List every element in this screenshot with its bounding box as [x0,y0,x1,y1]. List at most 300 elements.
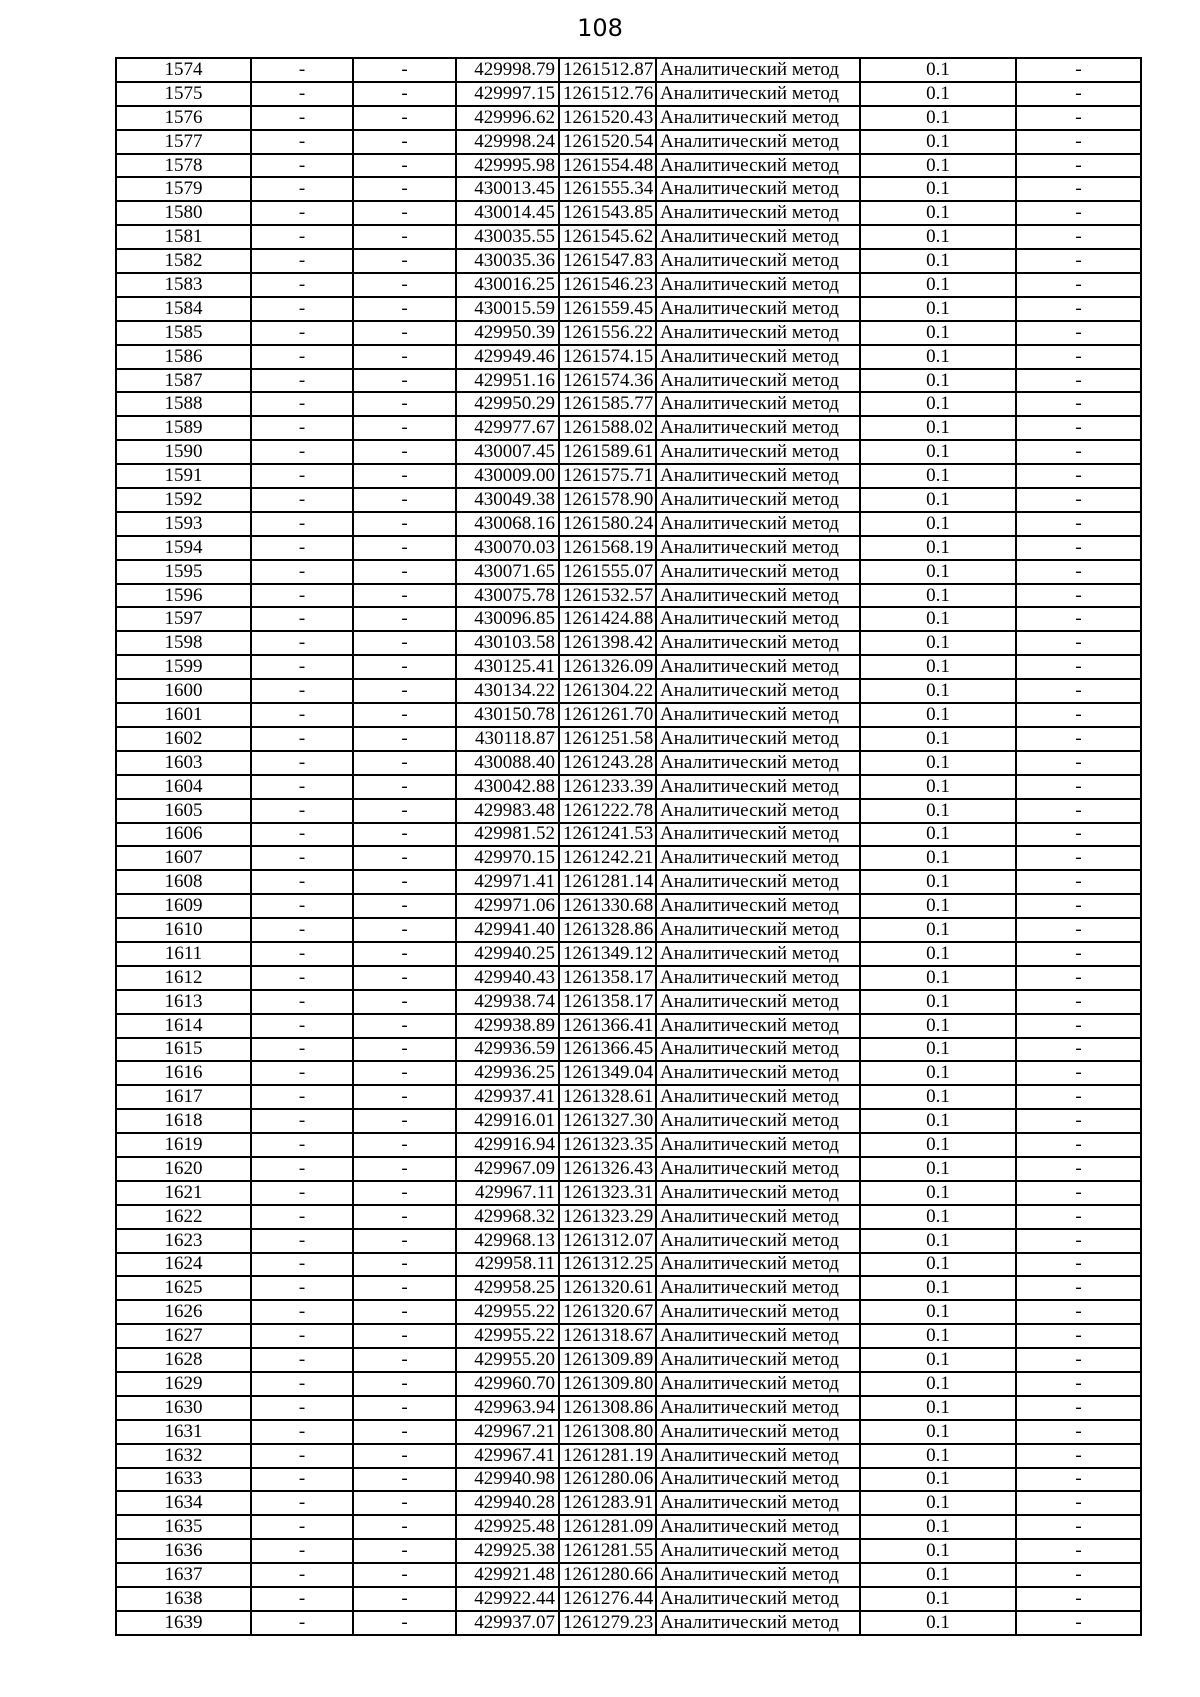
empty-cell-2: - [353,1468,456,1492]
accuracy-cell: 0.1 [860,751,1016,775]
accuracy-cell: 0.1 [860,894,1016,918]
x-coordinate-cell: 429960.70 [456,1372,559,1396]
accuracy-cell: 0.1 [860,82,1016,106]
x-coordinate-cell: 429971.41 [456,870,559,894]
table-row [116,751,1141,775]
point-number-cell: 1615 [116,1038,251,1062]
empty-cell-2: - [353,512,456,536]
empty-cell-1: - [251,870,353,894]
empty-cell-1: - [251,966,353,990]
point-number-cell: 1576 [116,106,251,130]
method-cell: Аналитический метод [656,536,860,560]
x-coordinate-cell: 430035.55 [456,225,559,249]
empty-cell-3: - [1016,1324,1141,1348]
empty-cell-2: - [353,1157,456,1181]
method-cell: Аналитический метод [656,631,860,655]
point-number-cell: 1597 [116,607,251,631]
empty-cell-3: - [1016,799,1141,823]
y-coordinate-cell: 1261575.71 [559,464,656,488]
table-row [116,177,1141,201]
accuracy-cell: 0.1 [860,1396,1016,1420]
method-cell: Аналитический метод [656,1348,860,1372]
empty-cell-1: - [251,201,353,225]
method-cell: Аналитический метод [656,201,860,225]
y-coordinate-cell: 1261261.70 [559,703,656,727]
y-coordinate-cell: 1261580.24 [559,512,656,536]
empty-cell-2: - [353,345,456,369]
y-coordinate-cell: 1261304.22 [559,679,656,703]
empty-cell-3: - [1016,679,1141,703]
point-number-cell: 1636 [116,1539,251,1563]
empty-cell-1: - [251,584,353,608]
table-row [116,273,1141,297]
x-coordinate-cell: 430014.45 [456,201,559,225]
empty-cell-2: - [353,1109,456,1133]
method-cell: Аналитический метод [656,1468,860,1492]
x-coordinate-cell: 430071.65 [456,560,559,584]
method-cell: Аналитический метод [656,130,860,154]
method-cell: Аналитический метод [656,1014,860,1038]
empty-cell-1: - [251,369,353,393]
accuracy-cell: 0.1 [860,1324,1016,1348]
empty-cell-3: - [1016,1061,1141,1085]
empty-cell-1: - [251,1300,353,1324]
accuracy-cell: 0.1 [860,106,1016,130]
x-coordinate-cell: 430068.16 [456,512,559,536]
accuracy-cell: 0.1 [860,1348,1016,1372]
y-coordinate-cell: 1261547.83 [559,249,656,273]
empty-cell-2: - [353,990,456,1014]
empty-cell-3: - [1016,1348,1141,1372]
x-coordinate-cell: 429967.21 [456,1420,559,1444]
x-coordinate-cell: 429922.44 [456,1587,559,1611]
method-cell: Аналитический метод [656,655,860,679]
y-coordinate-cell: 1261559.45 [559,297,656,321]
accuracy-cell: 0.1 [860,966,1016,990]
accuracy-cell: 0.1 [860,607,1016,631]
y-coordinate-cell: 1261280.66 [559,1563,656,1587]
empty-cell-3: - [1016,1253,1141,1277]
method-cell: Аналитический метод [656,1611,860,1635]
x-coordinate-cell: 429998.24 [456,130,559,154]
method-cell: Аналитический метод [656,1396,860,1420]
table-row [116,1181,1141,1205]
empty-cell-2: - [353,823,456,847]
x-coordinate-cell: 429968.32 [456,1205,559,1229]
empty-cell-3: - [1016,464,1141,488]
empty-cell-2: - [353,1372,456,1396]
point-number-cell: 1592 [116,488,251,512]
accuracy-cell: 0.1 [860,990,1016,1014]
table-row [116,1396,1141,1420]
accuracy-cell: 0.1 [860,1229,1016,1253]
accuracy-cell: 0.1 [860,536,1016,560]
method-cell: Аналитический метод [656,1491,860,1515]
accuracy-cell: 0.1 [860,1109,1016,1133]
method-cell: Аналитический метод [656,249,860,273]
empty-cell-3: - [1016,1085,1141,1109]
method-cell: Аналитический метод [656,1539,860,1563]
accuracy-cell: 0.1 [860,1611,1016,1635]
x-coordinate-cell: 429937.41 [456,1085,559,1109]
empty-cell-2: - [353,560,456,584]
empty-cell-3: - [1016,1444,1141,1468]
accuracy-cell: 0.1 [860,440,1016,464]
method-cell: Аналитический метод [656,751,860,775]
accuracy-cell: 0.1 [860,416,1016,440]
y-coordinate-cell: 1261279.23 [559,1611,656,1635]
empty-cell-1: - [251,918,353,942]
point-number-cell: 1617 [116,1085,251,1109]
y-coordinate-cell: 1261276.44 [559,1587,656,1611]
accuracy-cell: 0.1 [860,154,1016,178]
accuracy-cell: 0.1 [860,488,1016,512]
point-number-cell: 1625 [116,1276,251,1300]
method-cell: Аналитический метод [656,607,860,631]
empty-cell-2: - [353,1300,456,1324]
empty-cell-3: - [1016,225,1141,249]
accuracy-cell: 0.1 [860,1253,1016,1277]
method-cell: Аналитический метод [656,894,860,918]
y-coordinate-cell: 1261328.86 [559,918,656,942]
empty-cell-3: - [1016,106,1141,130]
point-number-cell: 1606 [116,823,251,847]
empty-cell-1: - [251,1061,353,1085]
point-number-cell: 1596 [116,584,251,608]
y-coordinate-cell: 1261309.89 [559,1348,656,1372]
empty-cell-3: - [1016,1300,1141,1324]
method-cell: Аналитический метод [656,1563,860,1587]
method-cell: Аналитический метод [656,297,860,321]
accuracy-cell: 0.1 [860,464,1016,488]
empty-cell-3: - [1016,727,1141,751]
point-number-cell: 1585 [116,321,251,345]
empty-cell-1: - [251,1468,353,1492]
empty-cell-1: - [251,1563,353,1587]
accuracy-cell: 0.1 [860,1276,1016,1300]
y-coordinate-cell: 1261555.07 [559,560,656,584]
y-coordinate-cell: 1261349.04 [559,1061,656,1085]
empty-cell-3: - [1016,177,1141,201]
x-coordinate-cell: 429936.25 [456,1061,559,1085]
point-number-cell: 1580 [116,201,251,225]
point-number-cell: 1588 [116,392,251,416]
x-coordinate-cell: 430013.45 [456,177,559,201]
table-row [116,942,1141,966]
x-coordinate-cell: 429997.15 [456,82,559,106]
accuracy-cell: 0.1 [860,1133,1016,1157]
method-cell: Аналитический метод [656,1157,860,1181]
y-coordinate-cell: 1261281.14 [559,870,656,894]
empty-cell-1: - [251,1157,353,1181]
empty-cell-1: - [251,1324,353,1348]
empty-cell-1: - [251,249,353,273]
x-coordinate-cell: 430134.22 [456,679,559,703]
y-coordinate-cell: 1261320.61 [559,1276,656,1300]
table-row [116,703,1141,727]
table-row [116,345,1141,369]
table-row [116,225,1141,249]
x-coordinate-cell: 429995.98 [456,154,559,178]
table-row [116,1038,1141,1062]
accuracy-cell: 0.1 [860,512,1016,536]
empty-cell-1: - [251,154,353,178]
empty-cell-1: - [251,82,353,106]
empty-cell-3: - [1016,655,1141,679]
accuracy-cell: 0.1 [860,1444,1016,1468]
x-coordinate-cell: 429937.07 [456,1611,559,1635]
empty-cell-1: - [251,488,353,512]
empty-cell-3: - [1016,1611,1141,1635]
empty-cell-1: - [251,727,353,751]
table-row [116,369,1141,393]
empty-cell-2: - [353,177,456,201]
empty-cell-2: - [353,58,456,82]
empty-cell-2: - [353,1563,456,1587]
empty-cell-2: - [353,1085,456,1109]
point-number-cell: 1635 [116,1515,251,1539]
empty-cell-1: - [251,321,353,345]
x-coordinate-cell: 429921.48 [456,1563,559,1587]
empty-cell-3: - [1016,154,1141,178]
accuracy-cell: 0.1 [860,177,1016,201]
method-cell: Аналитический метод [656,1420,860,1444]
accuracy-cell: 0.1 [860,1587,1016,1611]
accuracy-cell: 0.1 [860,1539,1016,1563]
y-coordinate-cell: 1261585.77 [559,392,656,416]
empty-cell-1: - [251,846,353,870]
accuracy-cell: 0.1 [860,58,1016,82]
empty-cell-1: - [251,345,353,369]
accuracy-cell: 0.1 [860,273,1016,297]
x-coordinate-cell: 429936.59 [456,1038,559,1062]
method-cell: Аналитический метод [656,1205,860,1229]
empty-cell-3: - [1016,1515,1141,1539]
table-row [116,536,1141,560]
empty-cell-2: - [353,130,456,154]
method-cell: Аналитический метод [656,1324,860,1348]
empty-cell-1: - [251,560,353,584]
empty-cell-3: - [1016,1420,1141,1444]
table-row [116,321,1141,345]
empty-cell-1: - [251,512,353,536]
y-coordinate-cell: 1261243.28 [559,751,656,775]
x-coordinate-cell: 429968.13 [456,1229,559,1253]
empty-cell-3: - [1016,58,1141,82]
table-row [116,1109,1141,1133]
table-row [116,1133,1141,1157]
table-row [116,130,1141,154]
empty-cell-1: - [251,1014,353,1038]
empty-cell-2: - [353,751,456,775]
x-coordinate-cell: 429967.41 [456,1444,559,1468]
table-row [116,1014,1141,1038]
point-number-cell: 1579 [116,177,251,201]
table-row [116,1229,1141,1253]
y-coordinate-cell: 1261328.61 [559,1085,656,1109]
table-row [116,201,1141,225]
y-coordinate-cell: 1261320.67 [559,1300,656,1324]
x-coordinate-cell: 430096.85 [456,607,559,631]
point-number-cell: 1599 [116,655,251,679]
method-cell: Аналитический метод [656,1181,860,1205]
y-coordinate-cell: 1261326.09 [559,655,656,679]
point-number-cell: 1623 [116,1229,251,1253]
accuracy-cell: 0.1 [860,560,1016,584]
table-row [116,1563,1141,1587]
table-body [116,58,1141,1635]
point-number-cell: 1581 [116,225,251,249]
table-row [116,607,1141,631]
accuracy-cell: 0.1 [860,321,1016,345]
y-coordinate-cell: 1261326.43 [559,1157,656,1181]
empty-cell-2: - [353,918,456,942]
point-number-cell: 1603 [116,751,251,775]
point-number-cell: 1577 [116,130,251,154]
method-cell: Аналитический метод [656,1444,860,1468]
accuracy-cell: 0.1 [860,1372,1016,1396]
x-coordinate-cell: 429998.79 [456,58,559,82]
page-number: 108 [577,14,623,42]
accuracy-cell: 0.1 [860,1157,1016,1181]
accuracy-cell: 0.1 [860,1038,1016,1062]
accuracy-cell: 0.1 [860,703,1016,727]
point-number-cell: 1589 [116,416,251,440]
x-coordinate-cell: 429955.20 [456,1348,559,1372]
y-coordinate-cell: 1261512.76 [559,82,656,106]
point-number-cell: 1618 [116,1109,251,1133]
empty-cell-3: - [1016,1038,1141,1062]
x-coordinate-cell: 429925.38 [456,1539,559,1563]
accuracy-cell: 0.1 [860,584,1016,608]
table-row [116,1157,1141,1181]
accuracy-cell: 0.1 [860,1515,1016,1539]
empty-cell-3: - [1016,369,1141,393]
point-number-cell: 1575 [116,82,251,106]
point-number-cell: 1584 [116,297,251,321]
empty-cell-1: - [251,392,353,416]
x-coordinate-cell: 429916.01 [456,1109,559,1133]
method-cell: Аналитический метод [656,1085,860,1109]
x-coordinate-cell: 429963.94 [456,1396,559,1420]
x-coordinate-cell: 430007.45 [456,440,559,464]
method-cell: Аналитический метод [656,1253,860,1277]
point-number-cell: 1626 [116,1300,251,1324]
method-cell: Аналитический метод [656,918,860,942]
method-cell: Аналитический метод [656,58,860,82]
method-cell: Аналитический метод [656,416,860,440]
point-number-cell: 1633 [116,1468,251,1492]
y-coordinate-cell: 1261312.07 [559,1229,656,1253]
x-coordinate-cell: 429938.74 [456,990,559,1014]
accuracy-cell: 0.1 [860,1085,1016,1109]
empty-cell-1: - [251,58,353,82]
empty-cell-1: - [251,1587,353,1611]
empty-cell-1: - [251,297,353,321]
table-row [116,560,1141,584]
empty-cell-1: - [251,1515,353,1539]
empty-cell-1: - [251,1038,353,1062]
empty-cell-3: - [1016,392,1141,416]
y-coordinate-cell: 1261233.39 [559,775,656,799]
empty-cell-2: - [353,416,456,440]
empty-cell-3: - [1016,870,1141,894]
table-row [116,488,1141,512]
point-number-cell: 1630 [116,1396,251,1420]
y-coordinate-cell: 1261520.54 [559,130,656,154]
table-row [116,1444,1141,1468]
accuracy-cell: 0.1 [860,727,1016,751]
x-coordinate-cell: 430016.25 [456,273,559,297]
x-coordinate-cell: 430009.00 [456,464,559,488]
empty-cell-2: - [353,297,456,321]
empty-cell-3: - [1016,82,1141,106]
point-number-cell: 1620 [116,1157,251,1181]
y-coordinate-cell: 1261358.17 [559,966,656,990]
x-coordinate-cell: 430015.59 [456,297,559,321]
empty-cell-2: - [353,1587,456,1611]
empty-cell-2: - [353,392,456,416]
accuracy-cell: 0.1 [860,1061,1016,1085]
point-number-cell: 1602 [116,727,251,751]
accuracy-cell: 0.1 [860,1300,1016,1324]
empty-cell-1: - [251,177,353,201]
empty-cell-3: - [1016,440,1141,464]
method-cell: Аналитический метод [656,1229,860,1253]
accuracy-cell: 0.1 [860,870,1016,894]
empty-cell-3: - [1016,536,1141,560]
empty-cell-3: - [1016,249,1141,273]
method-cell: Аналитический метод [656,345,860,369]
empty-cell-3: - [1016,584,1141,608]
x-coordinate-cell: 429940.28 [456,1491,559,1515]
empty-cell-2: - [353,631,456,655]
empty-cell-1: - [251,1085,353,1109]
x-coordinate-cell: 429981.52 [456,823,559,847]
empty-cell-1: - [251,1348,353,1372]
empty-cell-1: - [251,655,353,679]
empty-cell-3: - [1016,416,1141,440]
point-number-cell: 1632 [116,1444,251,1468]
y-coordinate-cell: 1261242.21 [559,846,656,870]
table-row [116,1276,1141,1300]
empty-cell-2: - [353,1444,456,1468]
x-coordinate-cell: 430035.36 [456,249,559,273]
point-number-cell: 1613 [116,990,251,1014]
table-row [116,775,1141,799]
y-coordinate-cell: 1261283.91 [559,1491,656,1515]
y-coordinate-cell: 1261222.78 [559,799,656,823]
empty-cell-2: - [353,1611,456,1635]
empty-cell-1: - [251,1276,353,1300]
empty-cell-3: - [1016,297,1141,321]
coordinates-table [115,57,1142,1636]
empty-cell-1: - [251,1181,353,1205]
y-coordinate-cell: 1261323.35 [559,1133,656,1157]
accuracy-cell: 0.1 [860,823,1016,847]
point-number-cell: 1594 [116,536,251,560]
point-number-cell: 1590 [116,440,251,464]
empty-cell-3: - [1016,990,1141,1014]
accuracy-cell: 0.1 [860,1491,1016,1515]
empty-cell-1: - [251,1539,353,1563]
empty-cell-3: - [1016,775,1141,799]
x-coordinate-cell: 430103.58 [456,631,559,655]
point-number-cell: 1624 [116,1253,251,1277]
point-number-cell: 1605 [116,799,251,823]
y-coordinate-cell: 1261308.80 [559,1420,656,1444]
method-cell: Аналитический метод [656,1061,860,1085]
